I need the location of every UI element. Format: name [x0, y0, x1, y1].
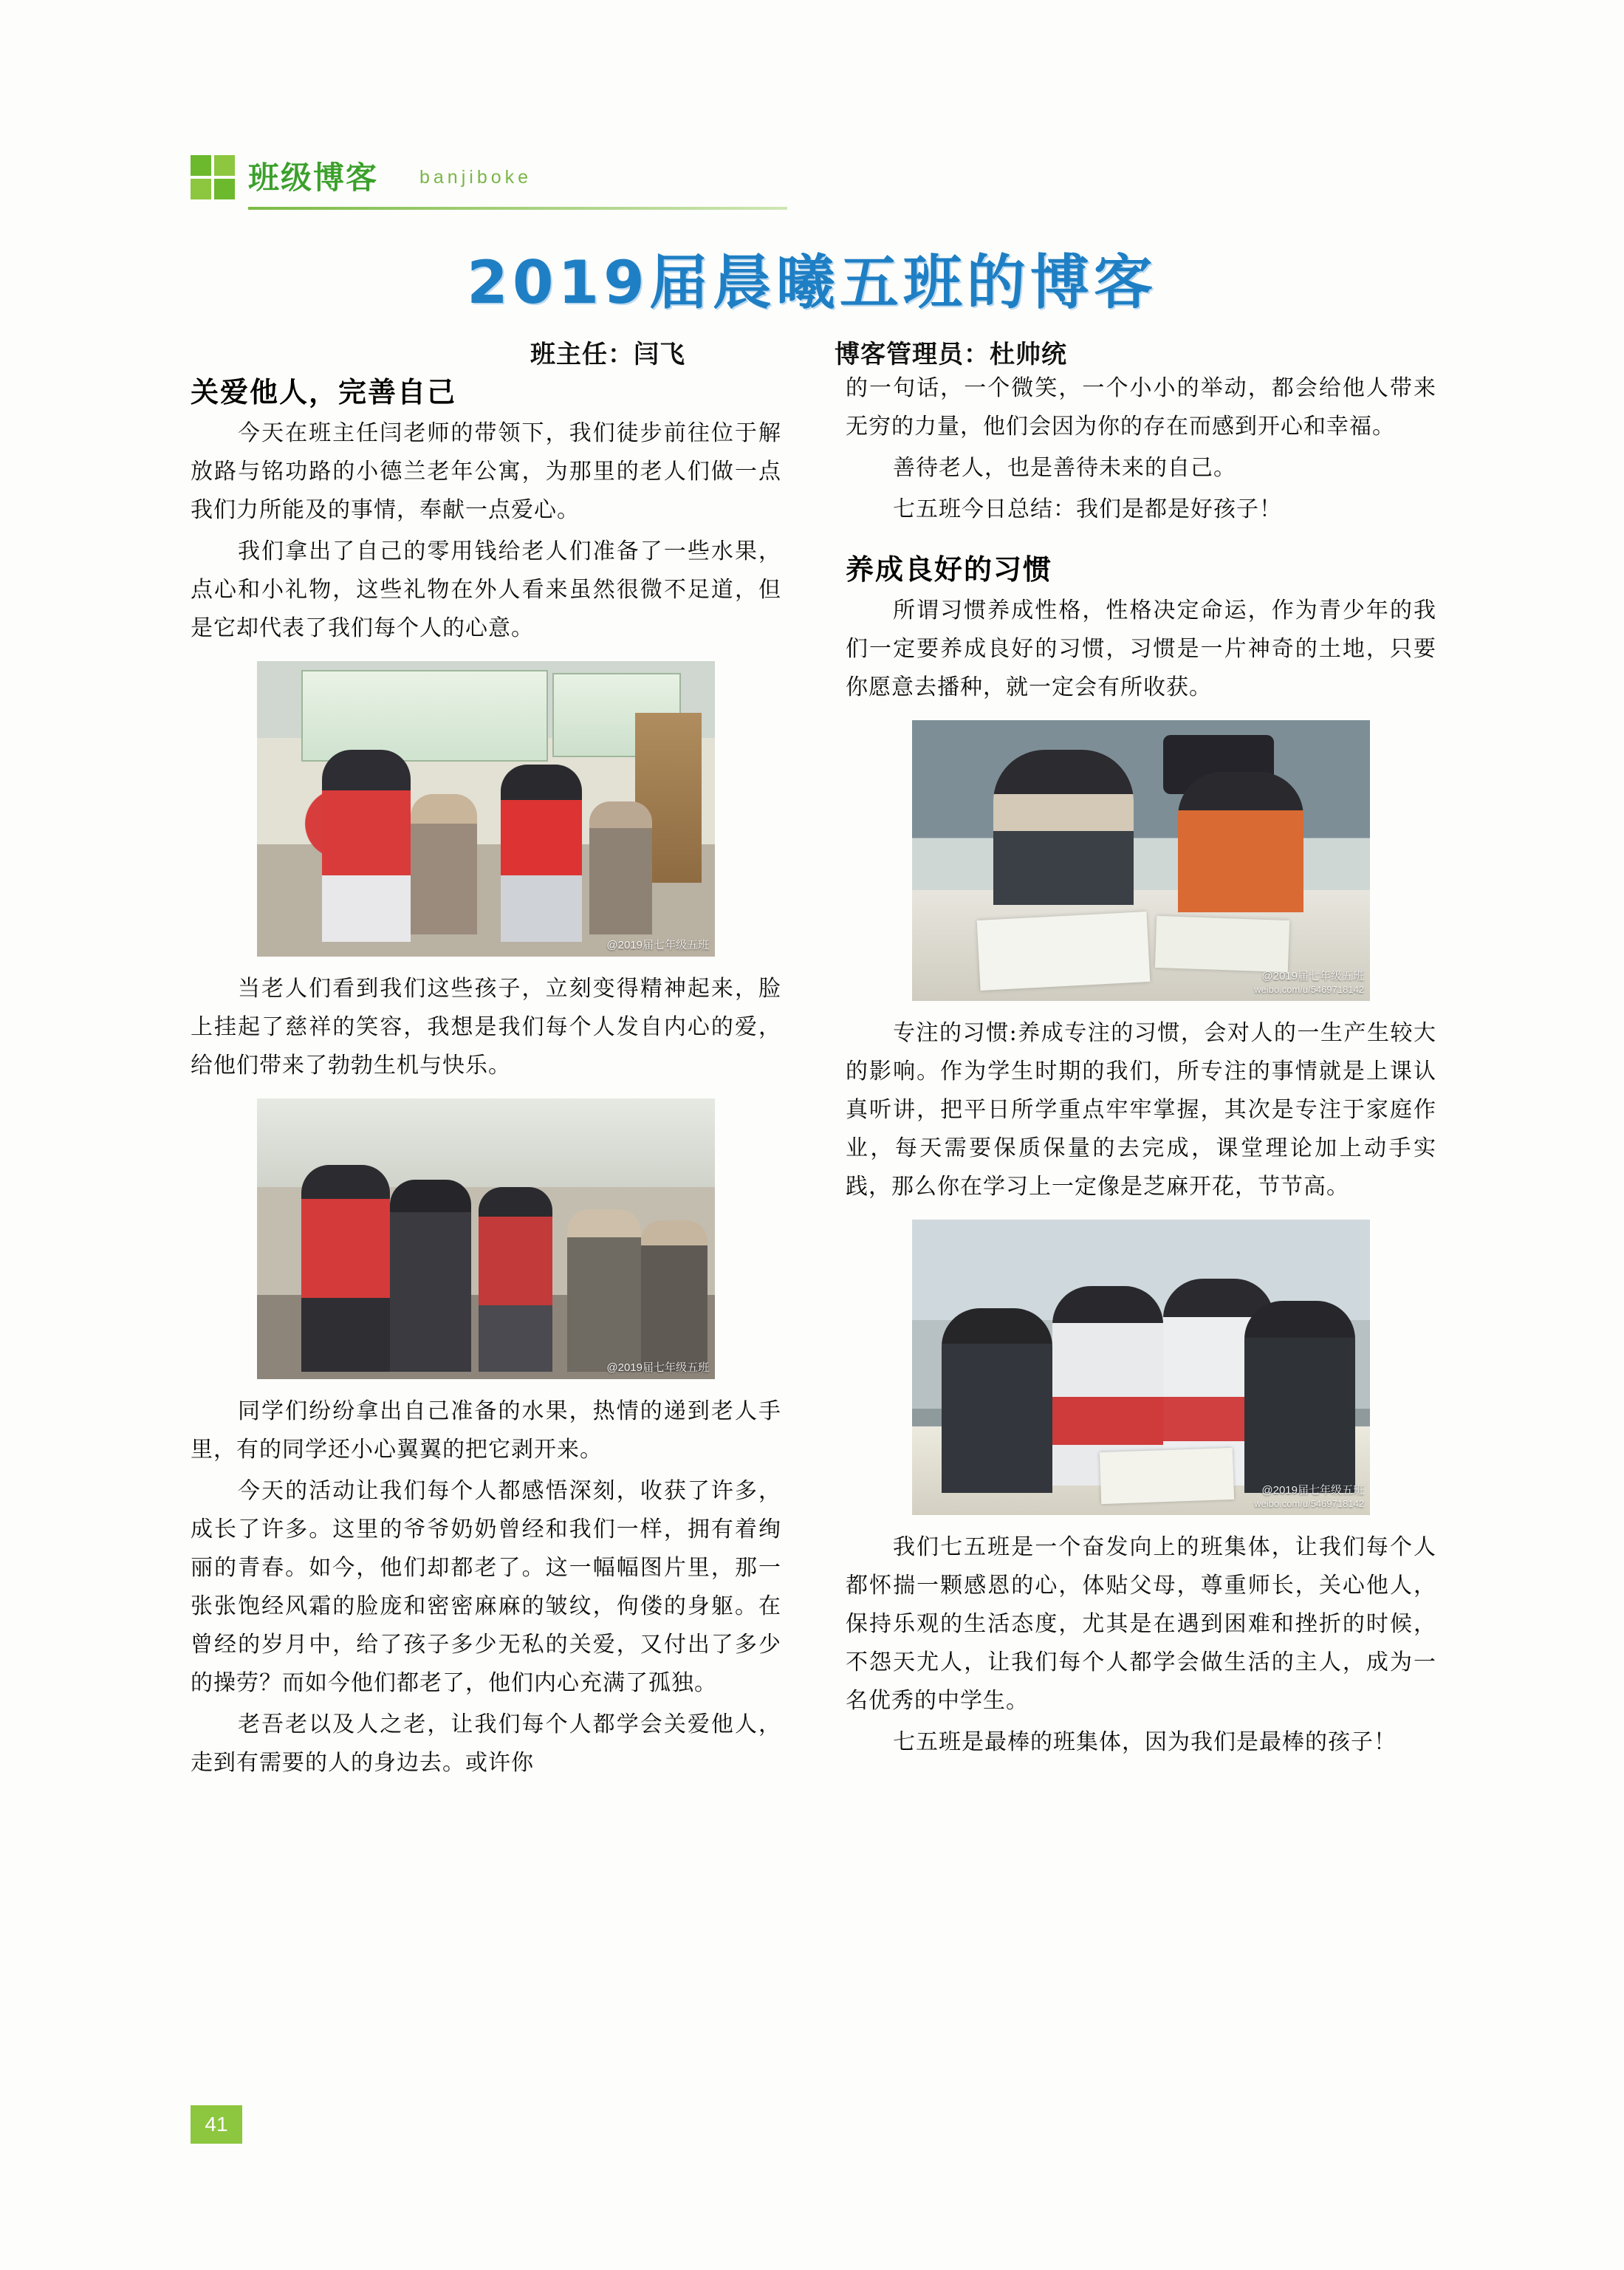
left-section-title: 关爱他人，完善自己	[191, 376, 457, 408]
photo-watermark: @2019届七年级五班 weibo.com/u/5469718142	[1254, 970, 1364, 995]
paragraph: 当老人们看到我们这些孩子，立刻变得精神起来，脸上挂起了慈祥的笑容，我想是我们每个人发自内心的爱，给他们带来了勃勃生机与快乐。	[191, 976, 781, 1078]
left-column	[191, 369, 781, 1785]
banner-title: 班级博客	[248, 160, 379, 196]
paragraph: 同学们纷纷拿出自己准备的水果，热情的递到老人手里，有的同学还小心翼翼的把它剥开来。	[191, 1398, 781, 1463]
paragraph: 的一句话，一个微笑，一个小小的举动，都会给他人带来无穷的力量，他们会因为你的存在而感到开心和幸福。	[846, 375, 1436, 440]
paragraph: 今天的活动让我们每个人都感悟深刻，收获了许多，成长了许多。这里的爷爷奶奶曾经和我们一样，拥有着绚丽的青春。如今，他们却都老了。这一幅幅图片里，那一张张饱经风霜的脸庞和密密麻麻的皱纹，佝偻的身躯。在曾经的岁月中，给了孩子多少无私的关爱，又付出了多少的操劳？而如今他们都老了，他们内心充满了孤独。	[191, 1478, 781, 1696]
paragraph: 善待老人，也是善待未来的自己。	[893, 455, 1236, 481]
paragraph: 我们七五班是一个奋发向上的班集体，让我们每个人都怀揣一颗感恩的心，体贴父母，尊重师长，关心他人，保持乐观的生活态度，尤其是在遇到困难和挫折的时候，不怨天尤人，让我们每个人都学会做生活的主人，成为一名优秀的中学生。	[846, 1534, 1436, 1714]
page-title: 2019届晨曦五班的博客	[467, 248, 1157, 317]
section-banner	[191, 145, 796, 216]
logo-squares-icon	[191, 155, 236, 201]
paragraph: 我们拿出了自己的零用钱给老人们准备了一些水果，点心和小礼物，这些礼物在外人看来虽然很微不足道，但是它却代表了我们每个人的心意。	[191, 539, 781, 641]
photo-watermark: @2019届七年级五班	[606, 1361, 709, 1374]
photo-watermark: @2019届七年级五班	[606, 939, 709, 951]
paragraph: 今天在班主任闫老师的带领下，我们徒步前往位于解放路与铭功路的小德兰老年公寓，为那里的老人们做一点我们力所能及的事情，奉献一点爱心。	[191, 420, 781, 523]
right-section-title: 养成良好的习惯	[846, 553, 1053, 586]
photo-watermark: @2019届七年级五班 weibo.com/u/5469718142	[1254, 1484, 1364, 1509]
paragraph: 专注的习惯:养成专注的习惯，会对人的一生产生较大的影响。作为学生时期的我们，所专注的事情就是上课认真听讲，把平日所学重点牢牢掌握，其次是专注于家庭作业，每天需要保质保量的去完成，课堂理论加上动手实践，那么你在学习上一定像是芝麻开花，节节高。	[846, 1020, 1436, 1200]
byline-teacher: 班主任：闫飞	[530, 340, 685, 369]
banner-rule	[248, 207, 787, 210]
right-column	[846, 369, 1436, 1765]
group-study-photo	[912, 1220, 1370, 1515]
banner-pinyin: banjiboke	[419, 167, 532, 188]
study-desk-photo	[912, 720, 1370, 1001]
byline-admin: 博客管理员：杜帅统	[835, 340, 1067, 369]
page-number: 41	[191, 2105, 242, 2144]
paragraph: 老吾老以及人之老，让我们每个人都学会关爱他人，走到有需要的人的身边去。或许你	[191, 1712, 781, 1776]
paragraph: 七五班今日总结：我们是都是好孩子！	[893, 496, 1282, 522]
elderly-home-visit-photo	[257, 661, 715, 957]
paragraph: 所谓习惯养成性格，性格决定命运，作为青少年的我们一定要养成良好的习惯，习惯是一片神奇的土地，只要你愿意去播种，就一定会有所收获。	[846, 598, 1436, 700]
paragraph: 七五班是最棒的班集体，因为我们是最棒的孩子！	[893, 1729, 1397, 1755]
corridor-fruit-photo	[257, 1098, 715, 1379]
